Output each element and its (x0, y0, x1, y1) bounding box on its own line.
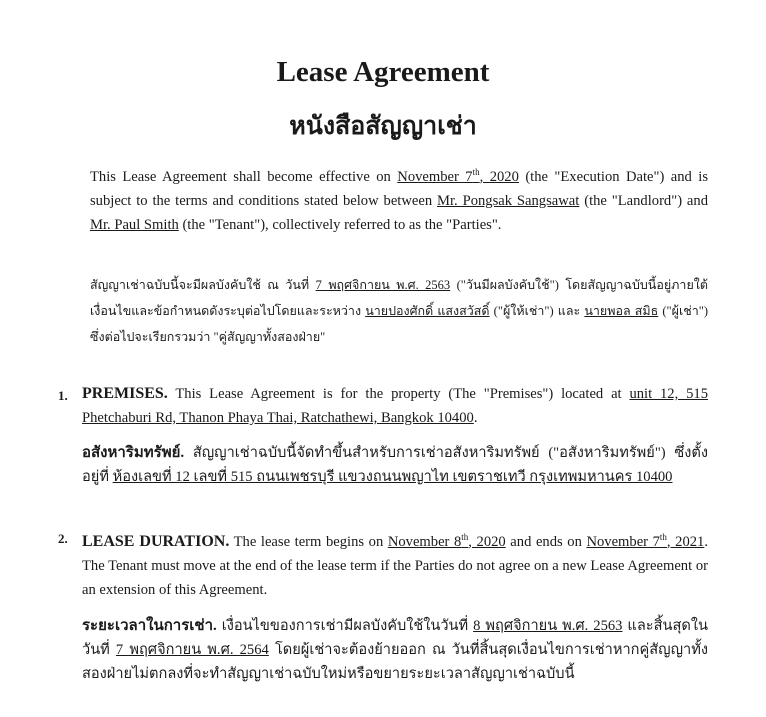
text: , 2020 (479, 168, 519, 185)
section-heading: PREMISES. (82, 385, 168, 402)
text: ("วันมีผลบังคับใช้") โดยสัญญาฉบับนี้อยู่ภายใต้เงื่อนไขและข้อกำหนดดังระบุต่อไปโดยและระหว่าง (90, 278, 708, 318)
section-heading: LEASE DURATION. (82, 532, 230, 550)
start-date-th: 8 พฤศจิกายน พ.ศ. 2563 (473, 618, 623, 634)
text: , 2020 (468, 533, 506, 550)
start-date (388, 534, 506, 550)
intro-paragraph-th (90, 272, 708, 350)
text: November 8 (387, 533, 462, 550)
text: เงื่อนไขของการเช่ามีผลบังคับใช้ในวันที่ (216, 618, 474, 634)
section-premises-en (82, 382, 708, 430)
tenant-name: Mr. Paul Smith (90, 216, 179, 233)
text: This Lease Agreement is for the property (The "Premises") located at (167, 386, 630, 402)
execution-date-th: 7 พฤศจิกายน พ.ศ. 2563 (315, 278, 451, 292)
text: th (472, 167, 480, 177)
section-duration-en (82, 525, 708, 602)
execution-date (397, 169, 519, 185)
premises-address: unit 12, 515 Phetchaburi Rd, Thanon Phaya Thai, Ratchathewi, Bangkok 10400 (82, 386, 708, 426)
section-number: 2. (58, 531, 68, 546)
text: . (473, 410, 478, 426)
text: (the "Tenant"), collectively referred to as the "Parties". (178, 216, 502, 233)
text: โดยผู้เช่าจะต้องย้ายออก ณ วันที่สิ้นสุดเงื่อนไขการเช่าหากคู่สัญญาทั้งสองฝ่ายไม่ตกลงที่จะทำสัญญาเช่าฉบับใหม่หรือขยายระยะเวลาสัญญาเช่าฉบับนี้ (82, 642, 708, 682)
section-duration-th (82, 614, 708, 686)
landlord-name-th: นายปองศักดิ์ แสงสวัสดิ์ (365, 304, 490, 318)
text: (the "Execution Date") and is subject to the terms and conditions stated below between (90, 168, 708, 209)
text: th (659, 532, 667, 542)
document-title: Lease Agreement (276, 56, 490, 88)
intro-paragraph-en (90, 160, 708, 237)
text: November 7 (586, 533, 660, 550)
text: The lease term begins on (229, 533, 388, 550)
section-heading-th: ระยะเวลาในการเช่า. (82, 618, 217, 634)
text: ("ผู้ให้เช่า") และ (489, 304, 585, 318)
section-number: 1. (58, 388, 68, 403)
end-date-th: 7 พฤศจิกายน พ.ศ. 2564 (115, 642, 269, 658)
text: th (461, 532, 469, 542)
text: และสิ้นสุดในวันที่ (82, 618, 708, 658)
premises-address-th: ห้องเลขที่ 12 เลขที่ 515 ถนนเพชรบุรี แขวงถนนพญาไท เขตราชเทวี กรุงเทพมหานคร 10400 (112, 469, 673, 485)
document-title-thai: หนังสือสัญญาเช่า (289, 113, 477, 140)
text: ("ผู้เช่า") ซึ่งต่อไปจะเรียกรวมว่า "คู่สัญญาทั้งสองฝ่าย" (90, 304, 709, 344)
text: (the "Landlord") and (579, 192, 708, 209)
text: and ends on (505, 533, 587, 550)
text: สัญญาเช่าฉบับนี้จะมีผลบังคับใช้ ณ วันที่ (90, 278, 316, 292)
tenant-name-th: นายพอล สมิธ (584, 304, 659, 318)
section-heading-th: อสังหาริมทรัพย์. (82, 445, 185, 461)
section-premises-th (82, 441, 708, 489)
text: สัญญาเช่าฉบับนี้จัดทำขึ้นสำหรับการเช่าอสังหาริมทรัพย์ ("อสังหาริมทรัพย์") ซึ่งตั้งอยู่ที่ (82, 445, 708, 485)
text: This Lease Agreement shall become effective on (90, 168, 398, 185)
end-date (586, 534, 704, 550)
landlord-name: Mr. Pongsak Sangsawat (437, 192, 580, 209)
text: . The Tenant must move at the end of the lease term if the Parties do not agree on a new Lease Agreement or an extension of this Agreement. (82, 533, 708, 598)
text: , 2021 (666, 533, 705, 550)
text: November 7 (397, 168, 473, 185)
